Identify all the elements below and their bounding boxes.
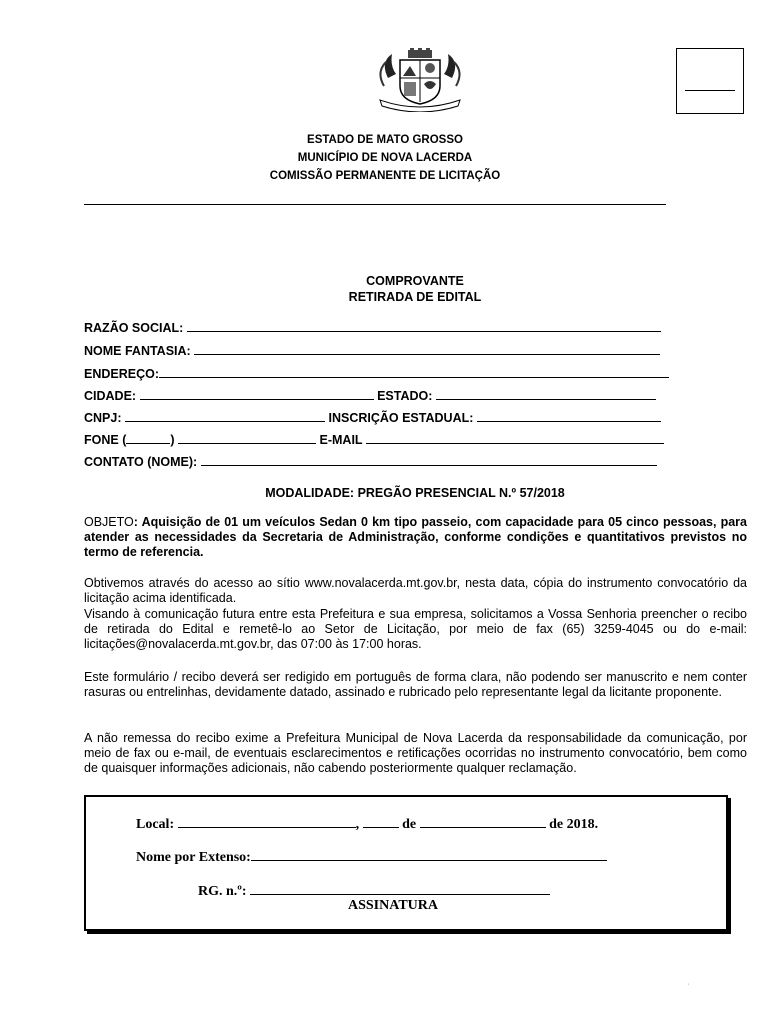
nome-fantasia-line <box>194 344 660 355</box>
local-label: Local: <box>136 817 175 832</box>
assinatura-label: ASSINATURA <box>348 898 438 913</box>
razao-social-label: RAZÃO SOCIAL: <box>84 321 184 335</box>
field-endereco <box>84 367 669 381</box>
estado-label: ESTADO: <box>377 389 433 403</box>
cnpj-label: CNPJ: <box>84 411 122 425</box>
page-mark: ' <box>688 984 690 990</box>
protocol-box <box>676 48 744 114</box>
endereco-label: ENDEREÇO: <box>84 367 160 381</box>
nome-fantasia-label: NOME FANTASIA: <box>84 344 191 358</box>
fone-label: FONE ( <box>84 433 127 447</box>
month-line <box>420 815 546 828</box>
signature-box <box>84 795 728 931</box>
endereco-line <box>159 367 669 378</box>
cnpj-line <box>125 411 325 422</box>
title-line1: COMPROVANTE <box>366 274 464 288</box>
field-nome-fantasia <box>84 344 660 358</box>
de-label: de <box>402 817 417 832</box>
local-line <box>178 815 356 828</box>
header-divider <box>84 204 666 205</box>
objeto-text: : Aquisição de 01 um veículos Sedan 0 km tipo passeio, com capacidade para 05 cinco pessoas, para atender as necessidades da Secretaria de Administração, conforme condições e quantitativos previstos no termo de referencia. <box>84 515 747 559</box>
rg-label: RG. n.º: <box>198 884 247 899</box>
paragraph-2: Visando à comunicação futura entre esta Prefeitura e sua empresa, solicitamos a Vossa Senhoria preencher o recibo de retirada do Edital e remetê-lo ao Setor de Licitação, por meio de fax (65) 3259-4045 ou do e-mail: licitações@novalacerda.mt.gov.br, das 07:00 às 17:00 horas. <box>84 607 747 651</box>
paragraph-4: A não remessa do recibo exime a Prefeitura Municipal de Nova Lacerda da responsabilidade da comunicação, por meio de fax ou e-mail, de eventuais esclarecimentos e retificações ocorridas no instrumento convocatório, bem como de quaisquer informações adicionais, não cabendo posteriormente qualquer reclamação. <box>84 731 747 775</box>
year-label: de 2018. <box>549 817 599 832</box>
municipal-crest-icon <box>370 48 470 112</box>
inscricao-line <box>477 411 661 422</box>
objeto-paragraph <box>84 515 747 560</box>
fone-line <box>178 433 316 444</box>
local-row <box>136 815 598 833</box>
email-line <box>366 433 664 444</box>
fone-ddd-line <box>126 433 170 444</box>
protocol-line <box>685 90 735 91</box>
contato-label: CONTATO (NOME): <box>84 455 198 469</box>
field-contato <box>84 455 657 469</box>
razao-social-line <box>187 321 661 332</box>
field-cnpj-inscricao <box>84 411 661 425</box>
header-municipality: MUNICÍPIO DE NOVA LACERDA <box>297 152 473 164</box>
cidade-line <box>140 389 374 400</box>
nome-line <box>251 848 607 861</box>
day-line <box>363 815 399 828</box>
field-razao-social <box>84 321 661 335</box>
cidade-label: CIDADE: <box>84 389 137 403</box>
fone-close: ) <box>170 433 175 447</box>
field-fone-email <box>84 433 664 447</box>
header-state: ESTADO DE MATO GROSSO <box>307 134 463 146</box>
email-label: E-MAIL <box>319 433 363 447</box>
modalidade: MODALIDADE: PREGÃO PRESENCIAL N.º 57/2018 <box>265 486 565 500</box>
paragraph-3: Este formulário / recibo deverá ser redigido em português de forma clara, não podendo ser manuscrito e nem conter rasuras ou entrelinhas, devidamente datado, assinado e rubricado pelo representante legal da licitante proponente. <box>84 670 747 699</box>
inscricao-label: INSCRIÇÃO ESTADUAL: <box>328 411 474 425</box>
title-line2: RETIRADA DE EDITAL <box>348 290 482 304</box>
local-comma: , <box>355 817 360 832</box>
nome-label: Nome por Extenso: <box>136 850 251 865</box>
objeto-label: OBJETO <box>84 515 134 529</box>
paragraph-1: Obtivemos através do acesso ao sítio www.novalacerda.mt.gov.br, nesta data, cópia do instrumento convocatório da licitação acima identificada. <box>84 576 747 605</box>
rg-line <box>250 882 550 895</box>
header-commission: COMISSÃO PERMANENTE DE LICITAÇÃO <box>269 170 501 182</box>
nome-row <box>136 848 607 866</box>
field-cidade-estado <box>84 389 656 403</box>
estado-line <box>436 389 656 400</box>
contato-line <box>201 455 657 466</box>
